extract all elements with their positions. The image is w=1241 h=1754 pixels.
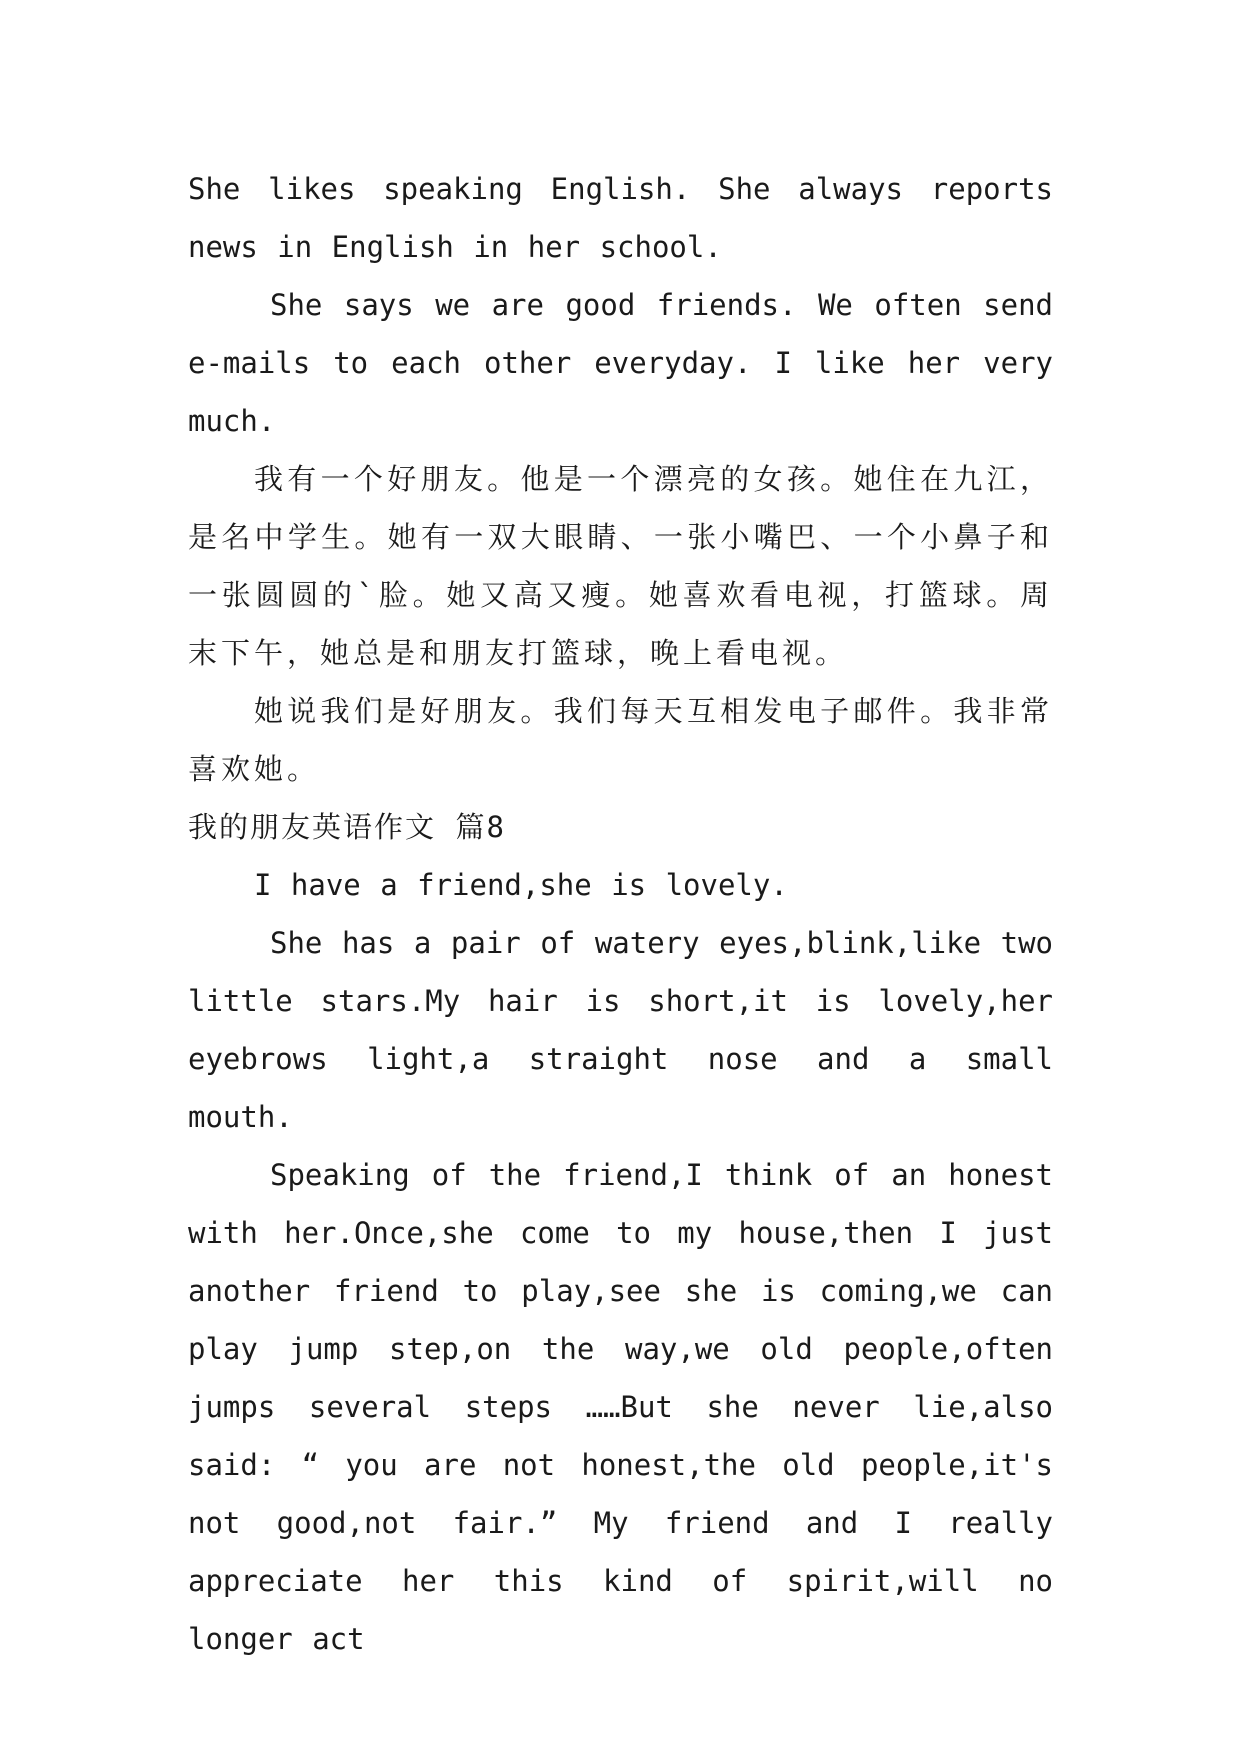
paragraph-4-chinese: 她说我们是好朋友。我们每天互相发电子邮件。我非常喜欢她。 <box>188 694 1053 786</box>
paragraph-2: She says we are good friends. We often send e-mails to each other everyday. I like her very much. <box>188 288 1053 438</box>
document-page <box>188 160 1053 1668</box>
paragraph-1: She likes speaking English. She always reports news in English in her school. <box>188 172 1053 264</box>
paragraph-6: She has a pair of watery eyes,blink,like two little stars.My hair is short,it is lovely,her eyebrows light,a straight nose and a small mouth. <box>188 926 1053 1134</box>
paragraph-7: Speaking of the friend,I think of an honest with her.Once,she come to my house,then I just another friend to play,see she is coming,we can play jump step,on the way,we old people,often jumps several steps ……But she never lie,also said: “ you are not honest,the old people,it's not good,not fair.” My friend and I really appreciate her this kind of spirit,will no longer act <box>188 1158 1053 1656</box>
paragraph-3-chinese: 我有一个好朋友。他是一个漂亮的女孩。她住在九江，是名中学生。她有一双大眼睛、一张小嘴巴、一个小鼻子和一张圆圆的`脸。她又高又瘦。她喜欢看电视，打篮球。周末下午，她总是和朋友打篮球，晚上看电视。 <box>188 462 1053 670</box>
paragraph-5: I have a friend,she is lovely. <box>254 868 788 902</box>
section-heading: 我的朋友英语作文 篇8 <box>188 810 506 844</box>
